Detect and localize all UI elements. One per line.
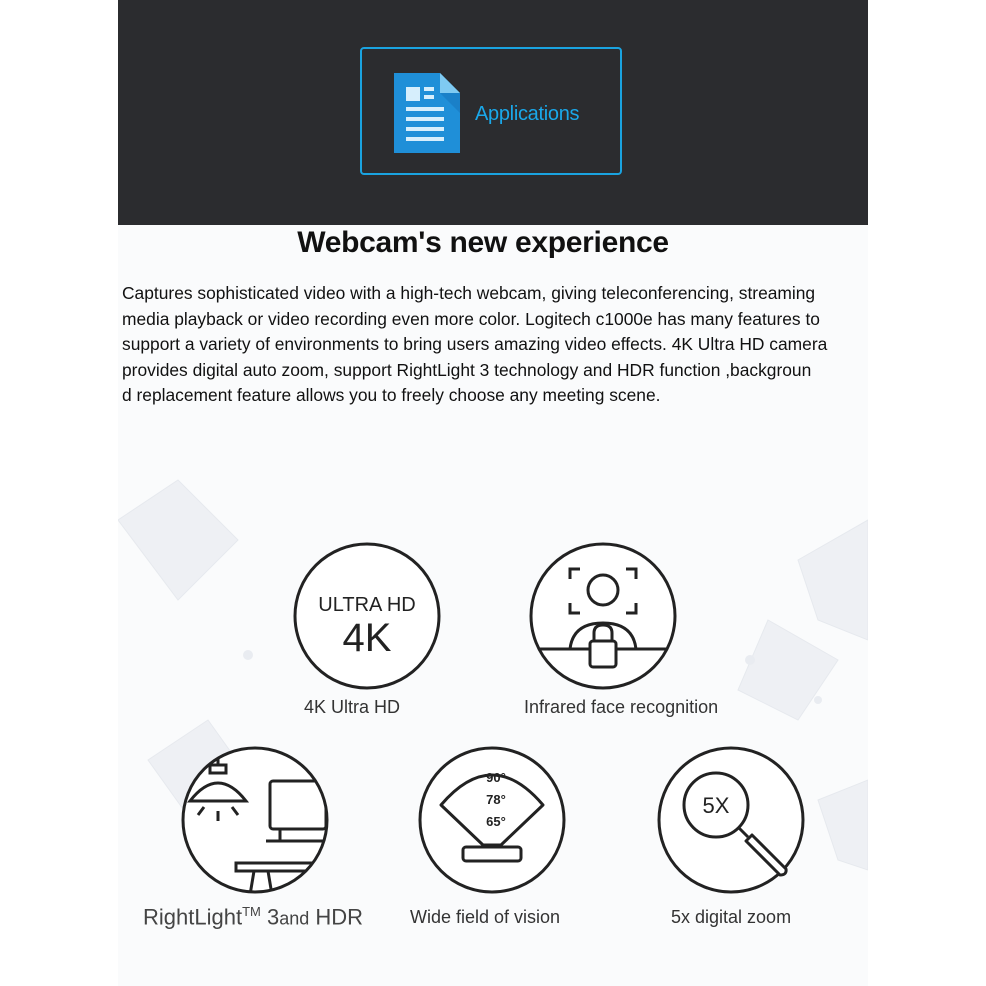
- fov-90: 90°: [486, 770, 506, 785]
- zoom-5x-text: 5X: [702, 793, 730, 818]
- feature-label-field-of-view: Wide field of vision: [410, 907, 561, 927]
- rightlight-text: RightLight: [143, 904, 243, 930]
- face-lock-icon: [528, 541, 678, 691]
- trademark-mark: TM: [242, 904, 261, 919]
- document-icon: [390, 69, 462, 157]
- description-line: d replacement feature allows you to freely choose any meeting scene.: [122, 385, 661, 405]
- description-line: Captures sophisticated video with a high-tech webcam, giving teleconferencing, streaming: [122, 283, 816, 303]
- 4k-text: 4K: [342, 616, 392, 660]
- feature-label-face-recognition: Infrared face recognition: [524, 697, 719, 717]
- lamp-desk-icon: [180, 745, 330, 895]
- feature-label-rightlight: [143, 904, 363, 930]
- ultra-hd-icon: [292, 541, 442, 691]
- feature-label-ultra-hd: 4K Ultra HD: [304, 697, 401, 717]
- rightlight-version: 3: [266, 904, 280, 930]
- feature-label-zoom: 5x digital zoom: [671, 907, 792, 927]
- fov-78: 78°: [486, 792, 506, 807]
- page-title: Webcam's new experience: [297, 226, 669, 259]
- applications-button[interactable]: [360, 47, 622, 175]
- rightlight-hdr: HDR: [315, 904, 364, 930]
- magnifier-icon: [656, 745, 806, 895]
- ultra-hd-text: ULTRA HD: [318, 594, 416, 616]
- description-line: support a variety of environments to bring users amazing video effects. 4K Ultra HD camera: [122, 334, 828, 354]
- fov-65: 65°: [486, 814, 506, 829]
- description: [122, 281, 867, 409]
- fov-icon: [417, 745, 567, 895]
- description-line: media playback or video recording even more color. Logitech c1000e has many features to: [122, 308, 820, 329]
- rightlight-and: and: [279, 908, 310, 929]
- applications-label: Applications: [475, 103, 580, 125]
- description-line: provides digital auto zoom, support RightLight 3 technology and HDR function ,backgroun: [122, 359, 812, 380]
